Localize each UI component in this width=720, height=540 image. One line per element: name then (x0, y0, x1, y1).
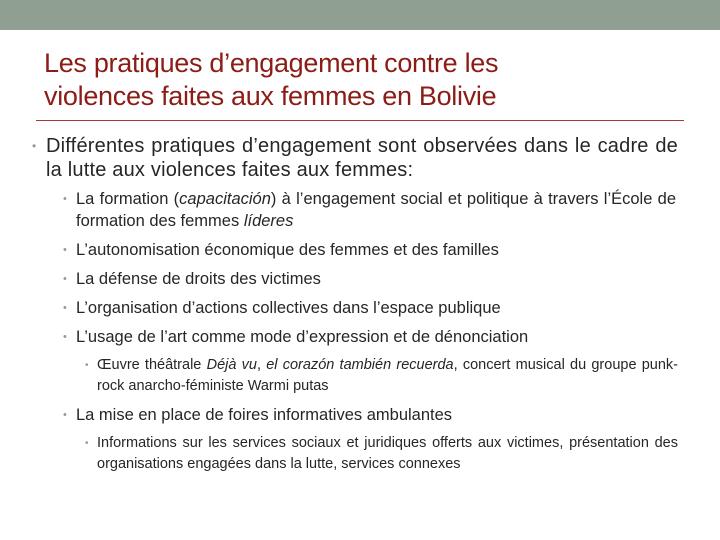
bullet-formation-text-d: líderes (243, 212, 294, 230)
bullet-icon: • (85, 360, 89, 371)
bullet-oeuvre-text-a: Œuvre théâtrale (97, 357, 207, 373)
bullet-usage-text: L’usage de l’art comme mode d’expression et de dénonciation (76, 328, 529, 346)
bullet-icon: • (63, 273, 67, 285)
bullet-organisation-text: L’organisation d’actions collectives dans l’espace publique (76, 299, 501, 317)
bullet-oeuvre-text-c: , (256, 357, 267, 373)
bullet-formation-text-c: ) à l’engagement social et politique à travers l’École de formation des femmes (76, 190, 677, 230)
bullet-oeuvre-text-e: , concert musical du groupe punk-rock anarcho-féministe Warmi putas (97, 357, 679, 394)
bullet-icon: • (63, 244, 67, 256)
bullet-organisation (63, 297, 676, 319)
bullet-intro (32, 134, 678, 182)
title-divider (36, 120, 684, 121)
bullet-oeuvre-text-b: Déjà vu (206, 357, 257, 373)
bullet-autonomisation (63, 239, 676, 261)
bullet-defense-text: La défense de droits des victimes (76, 270, 321, 288)
bullet-formation-text-b: capacitación (179, 190, 271, 208)
bullet-foires (63, 404, 676, 426)
bullet-formation (63, 188, 677, 232)
bullet-formation-text-a: La formation ( (76, 190, 180, 208)
bullet-intro-text: Différentes pratiques d’engagement sont observées dans le cadre de la lutte aux violences faites aux femmes: (46, 135, 678, 181)
bullet-autonomisation-text: L’autonomisation économique des femmes et des familles (76, 241, 499, 259)
bullet-foires-text: La mise en place de foires informatives ambulantes (76, 406, 453, 424)
bullet-icon: • (63, 409, 67, 421)
slide-title (44, 47, 684, 113)
slide-content (0, 128, 720, 475)
bullet-oeuvre (85, 355, 679, 397)
bullet-informations-text: Informations sur les services sociaux et juridiques offerts aux victimes, présentation des organisations engagées dans la lutte, services connexes (97, 435, 678, 472)
title-line-1: Les pratiques d’engagement contre les (44, 48, 499, 78)
title-line-2: violences faites aux femmes en Bolivie (44, 81, 497, 111)
top-bar (0, 0, 720, 30)
bullet-usage (63, 326, 676, 348)
bullet-icon: • (85, 438, 89, 449)
bullet-icon: • (32, 139, 37, 153)
bullet-icon: • (63, 193, 67, 205)
bullet-oeuvre-text-d: el corazón también recuerda (266, 357, 454, 373)
bullet-icon: • (63, 302, 67, 314)
bullet-defense (63, 268, 676, 290)
bullet-informations (85, 433, 678, 475)
bullet-icon: • (63, 331, 67, 343)
